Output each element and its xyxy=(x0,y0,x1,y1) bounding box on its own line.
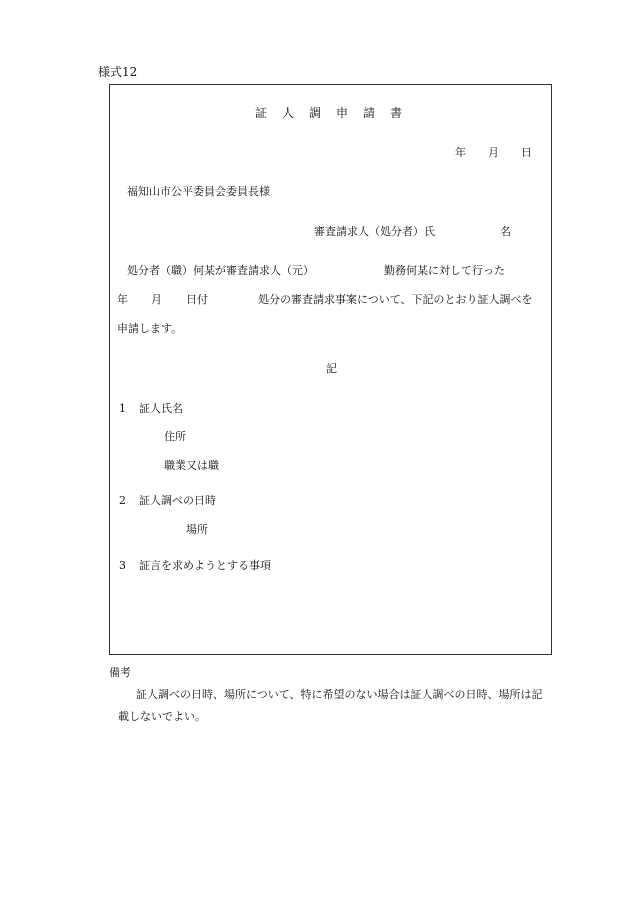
body-line2-day: 日付 xyxy=(186,293,208,306)
body-line2-year: 年 xyxy=(117,293,128,306)
date-month-label: 月 xyxy=(488,146,499,159)
notes-line1: 証人調べの日時、場所について、特に希望のない場合は証人調べの日時、場所は記 xyxy=(136,688,543,701)
item2-number: 2 xyxy=(119,494,126,507)
body-line1-part1: 処分者（職）何某が審査請求人（元） xyxy=(127,264,314,277)
form-number: 様式12 xyxy=(98,65,138,79)
date-line xyxy=(455,147,532,158)
form-title: 証人調申請書 xyxy=(255,106,418,120)
item1-occupation: 職業又は職 xyxy=(164,459,219,472)
applicant-label: 審査請求人（処分者）氏 xyxy=(314,225,435,238)
body-line3: 申請します。 xyxy=(117,322,183,335)
body-line1-part2: 勤務何某に対して行った xyxy=(384,264,505,277)
item3-label: 証言を求めようとする事項 xyxy=(139,559,271,572)
item1-address: 住所 xyxy=(164,430,186,443)
item1-number: 1 xyxy=(119,402,126,415)
addressee: 福知山市公平委員会委員長様 xyxy=(127,185,270,198)
ki-heading: 記 xyxy=(326,362,337,375)
notes-line2: 載しないでよい。 xyxy=(118,710,206,723)
body-line2-rest: 処分の審査請求事案について、下記のとおり証人調べを xyxy=(258,293,533,306)
applicant-name-suffix: 名 xyxy=(500,225,511,238)
item2-place: 場所 xyxy=(186,523,208,536)
body-line2-month: 月 xyxy=(151,293,162,306)
item2-label: 証人調べの日時 xyxy=(139,494,216,507)
item3-number: 3 xyxy=(119,559,126,572)
notes-heading: 備考 xyxy=(109,666,131,679)
date-year-label: 年 xyxy=(455,146,466,159)
date-day-label: 日 xyxy=(521,146,532,159)
item1-label: 証人氏名 xyxy=(139,402,183,415)
